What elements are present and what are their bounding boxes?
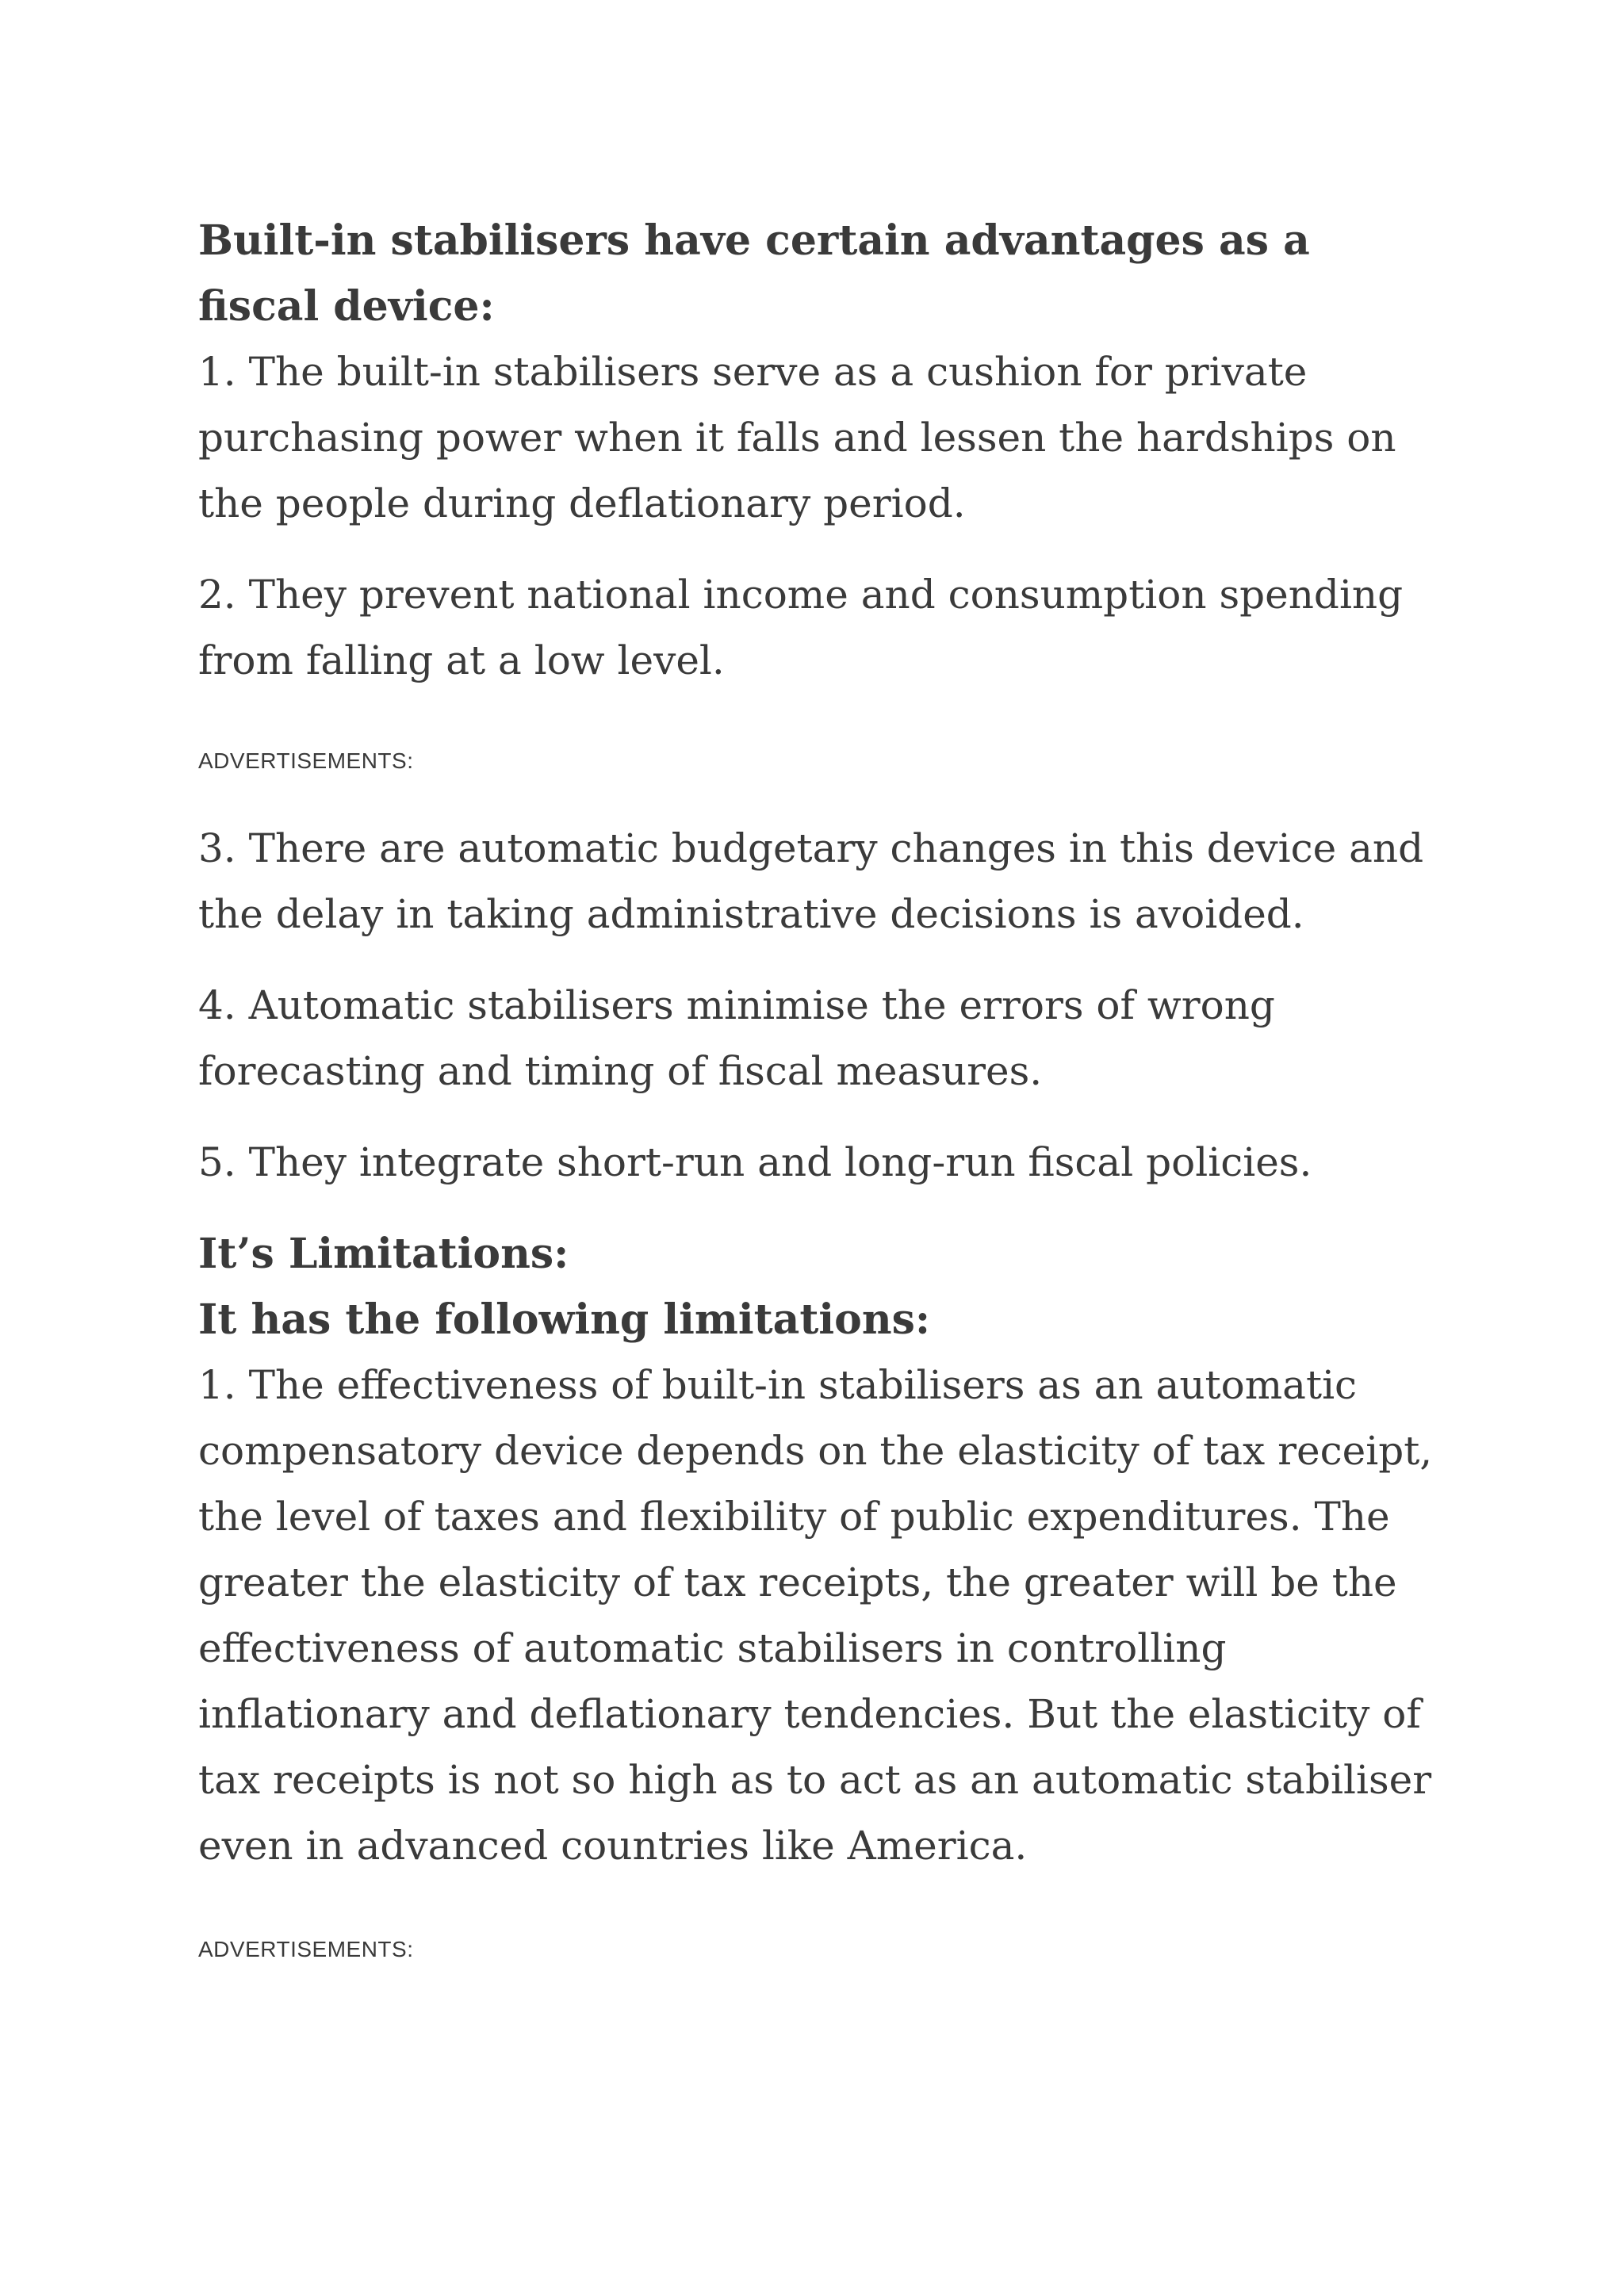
advantages-heading: Built-in stabilisers have certain advantages as a fiscal device:: [198, 216, 1310, 331]
article-body: [198, 208, 1435, 1963]
limitations-heading: It’s Limitations:: [198, 1230, 569, 1278]
advantage-item-4: 4. Automatic stabilisers minimise the errors of wrong forecasting and timing of fiscal measures.: [198, 982, 1275, 1094]
advertisement-label: ADVERTISEMENTS:: [198, 1937, 414, 1961]
limitations-subheading: It has the following limitations:: [198, 1295, 931, 1344]
advantage-item-2: 2. They prevent national income and consumption spending from falling at a low level.: [198, 572, 1404, 683]
advantage-item-5: 5. They integrate short-run and long-run fiscal policies.: [198, 1139, 1312, 1185]
limitation-item-1: 1. The effectiveness of built-in stabilisers as an automatic compensatory device depends on the elasticity of tax receipt, the level of taxes and flexibility of public expenditures. The greater the elasticity of tax receipts, the greater will be the effectiveness of automatic stabilisers in controlling inflationary and deflationary tendencies. But the elasticity of tax receipts is not so high as to act as an automatic stabiliser even in advanced countries like America.: [198, 1362, 1433, 1869]
advertisement-label: ADVERTISEMENTS:: [198, 748, 414, 773]
advantage-item-3: 3. There are automatic budgetary changes in this device and the delay in taking administrative decisions is avoided.: [198, 825, 1424, 937]
advantage-item-1: 1. The built-in stabilisers serve as a cushion for private purchasing power when it falls and lessen the hardships on the people during deflationary period.: [198, 349, 1396, 526]
